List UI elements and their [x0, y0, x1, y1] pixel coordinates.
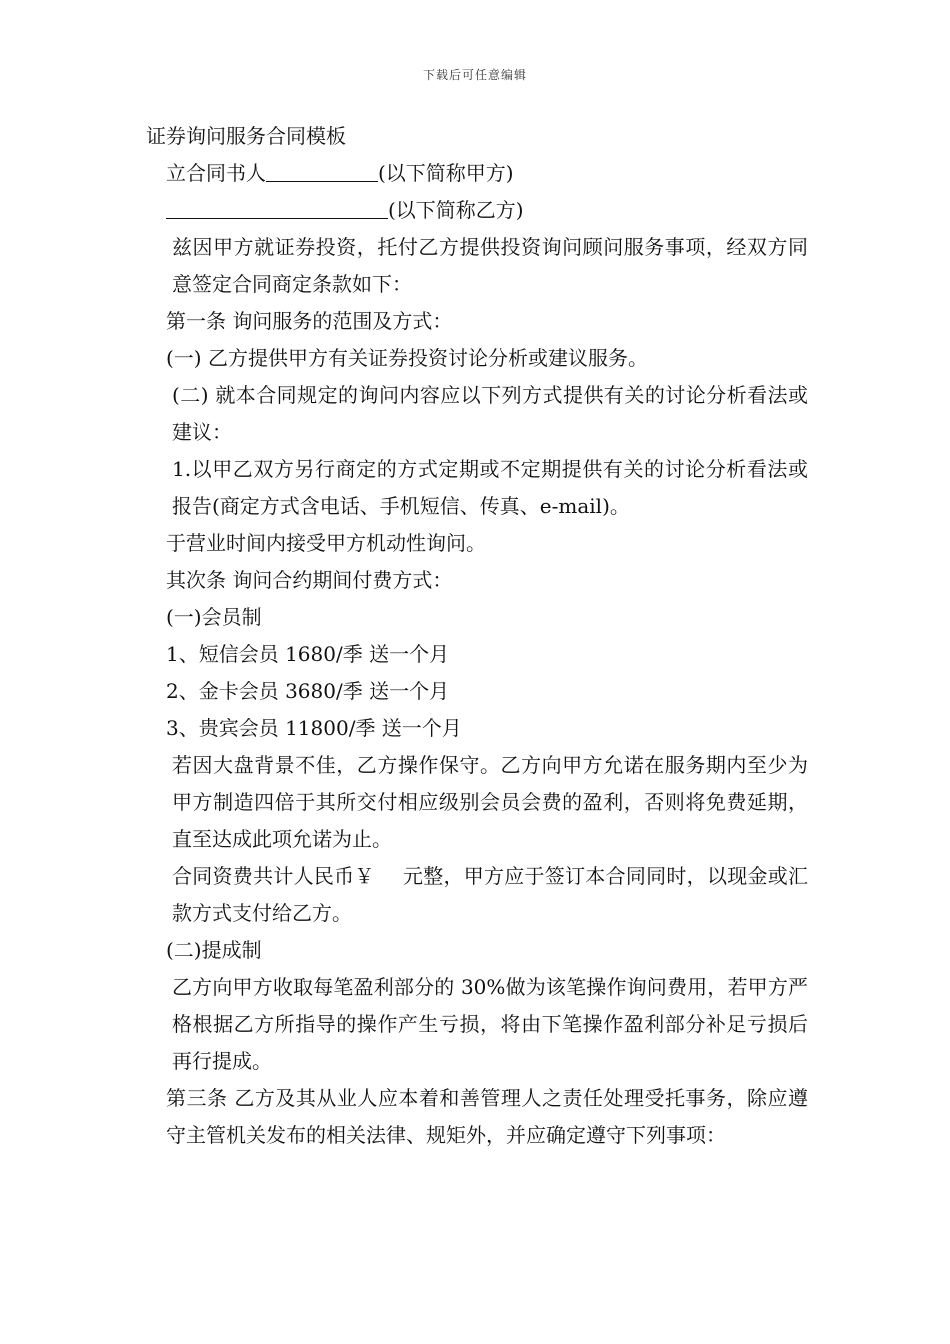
article1-sub1: 1.以甲乙双方另行商定的方式定期或不定期提供有关的讨论分析看法或报告(商定方式含电话、手机短信、传真、e-mail)。 — [172, 457, 808, 518]
fee-paragraph — [146, 858, 808, 932]
article1-sub2: 于营业时间内接受甲方机动性询问。 — [166, 531, 486, 555]
party-a-line — [146, 155, 808, 192]
article3-paragraph: 第三条 乙方及其从业人应本着和善管理人之责任处理受托事务，除应遵守主管机关发布的相关法律、规矩外，并应确定遵守下列事项： — [166, 1086, 808, 1147]
commission-paragraph: 乙方向甲方收取每笔盈利部分的 30%做为该笔操作询问费用，若甲方严格根据乙方所指导的操作产生亏损，将由下笔操作盈利部分补足亏损后再行提成。 — [172, 975, 808, 1073]
party-b-blank[interactable] — [166, 196, 388, 219]
membership-tier: 1、短信会员 1680/季 送一个月 — [166, 642, 450, 666]
article2-heading: 其次条 询问合约期间付费方式： — [166, 568, 453, 592]
article1-item1: (一) 乙方提供甲方有关证券投资讨论分析或建议服务。 — [166, 346, 648, 370]
fee-before: 合同资费共计人民币￥ — [172, 864, 375, 888]
document-body — [146, 118, 808, 1154]
party-b-line — [146, 192, 808, 229]
membership-tier: 2、金卡会员 3680/季 送一个月 — [166, 679, 450, 703]
article1-item2: (二) 就本合同规定的询问内容应以下列方式提供有关的讨论分析看法或建议： — [172, 383, 808, 444]
document-title: 证券询问服务合同模板 — [146, 124, 346, 148]
guarantee-paragraph: 若因大盘背景不佳，乙方操作保守。乙方向甲方允诺在服务期内至少为甲方制造四倍于其所交付相应级别会员会费的盈利，否则将免费延期，直至达成此项允诺为止。 — [172, 753, 808, 851]
intro-paragraph: 兹因甲方就证券投资，托付乙方提供投资询问顾问服务事项，经双方同意签定合同商定条款如下： — [172, 235, 808, 296]
party-a-blank[interactable] — [266, 159, 378, 182]
fee-after: 元整，甲方应于签订本合同同时，以现金或汇款方式支付给乙方。 — [172, 864, 809, 925]
membership-tier: 3、贵宾会员 11800/季 送一个月 — [166, 716, 462, 740]
article1-heading: 第一条 询问服务的范围及方式： — [166, 309, 453, 333]
party-b-suffix: (以下简称乙方) — [388, 198, 524, 222]
commission-heading: (二)提成制 — [166, 938, 262, 962]
party-a-suffix: (以下简称甲方) — [378, 161, 514, 185]
party-a-prefix: 立合同书人 — [166, 161, 266, 185]
membership-heading: (一)会员制 — [166, 605, 262, 629]
header-note: 下载后可任意编辑 — [422, 68, 527, 82]
